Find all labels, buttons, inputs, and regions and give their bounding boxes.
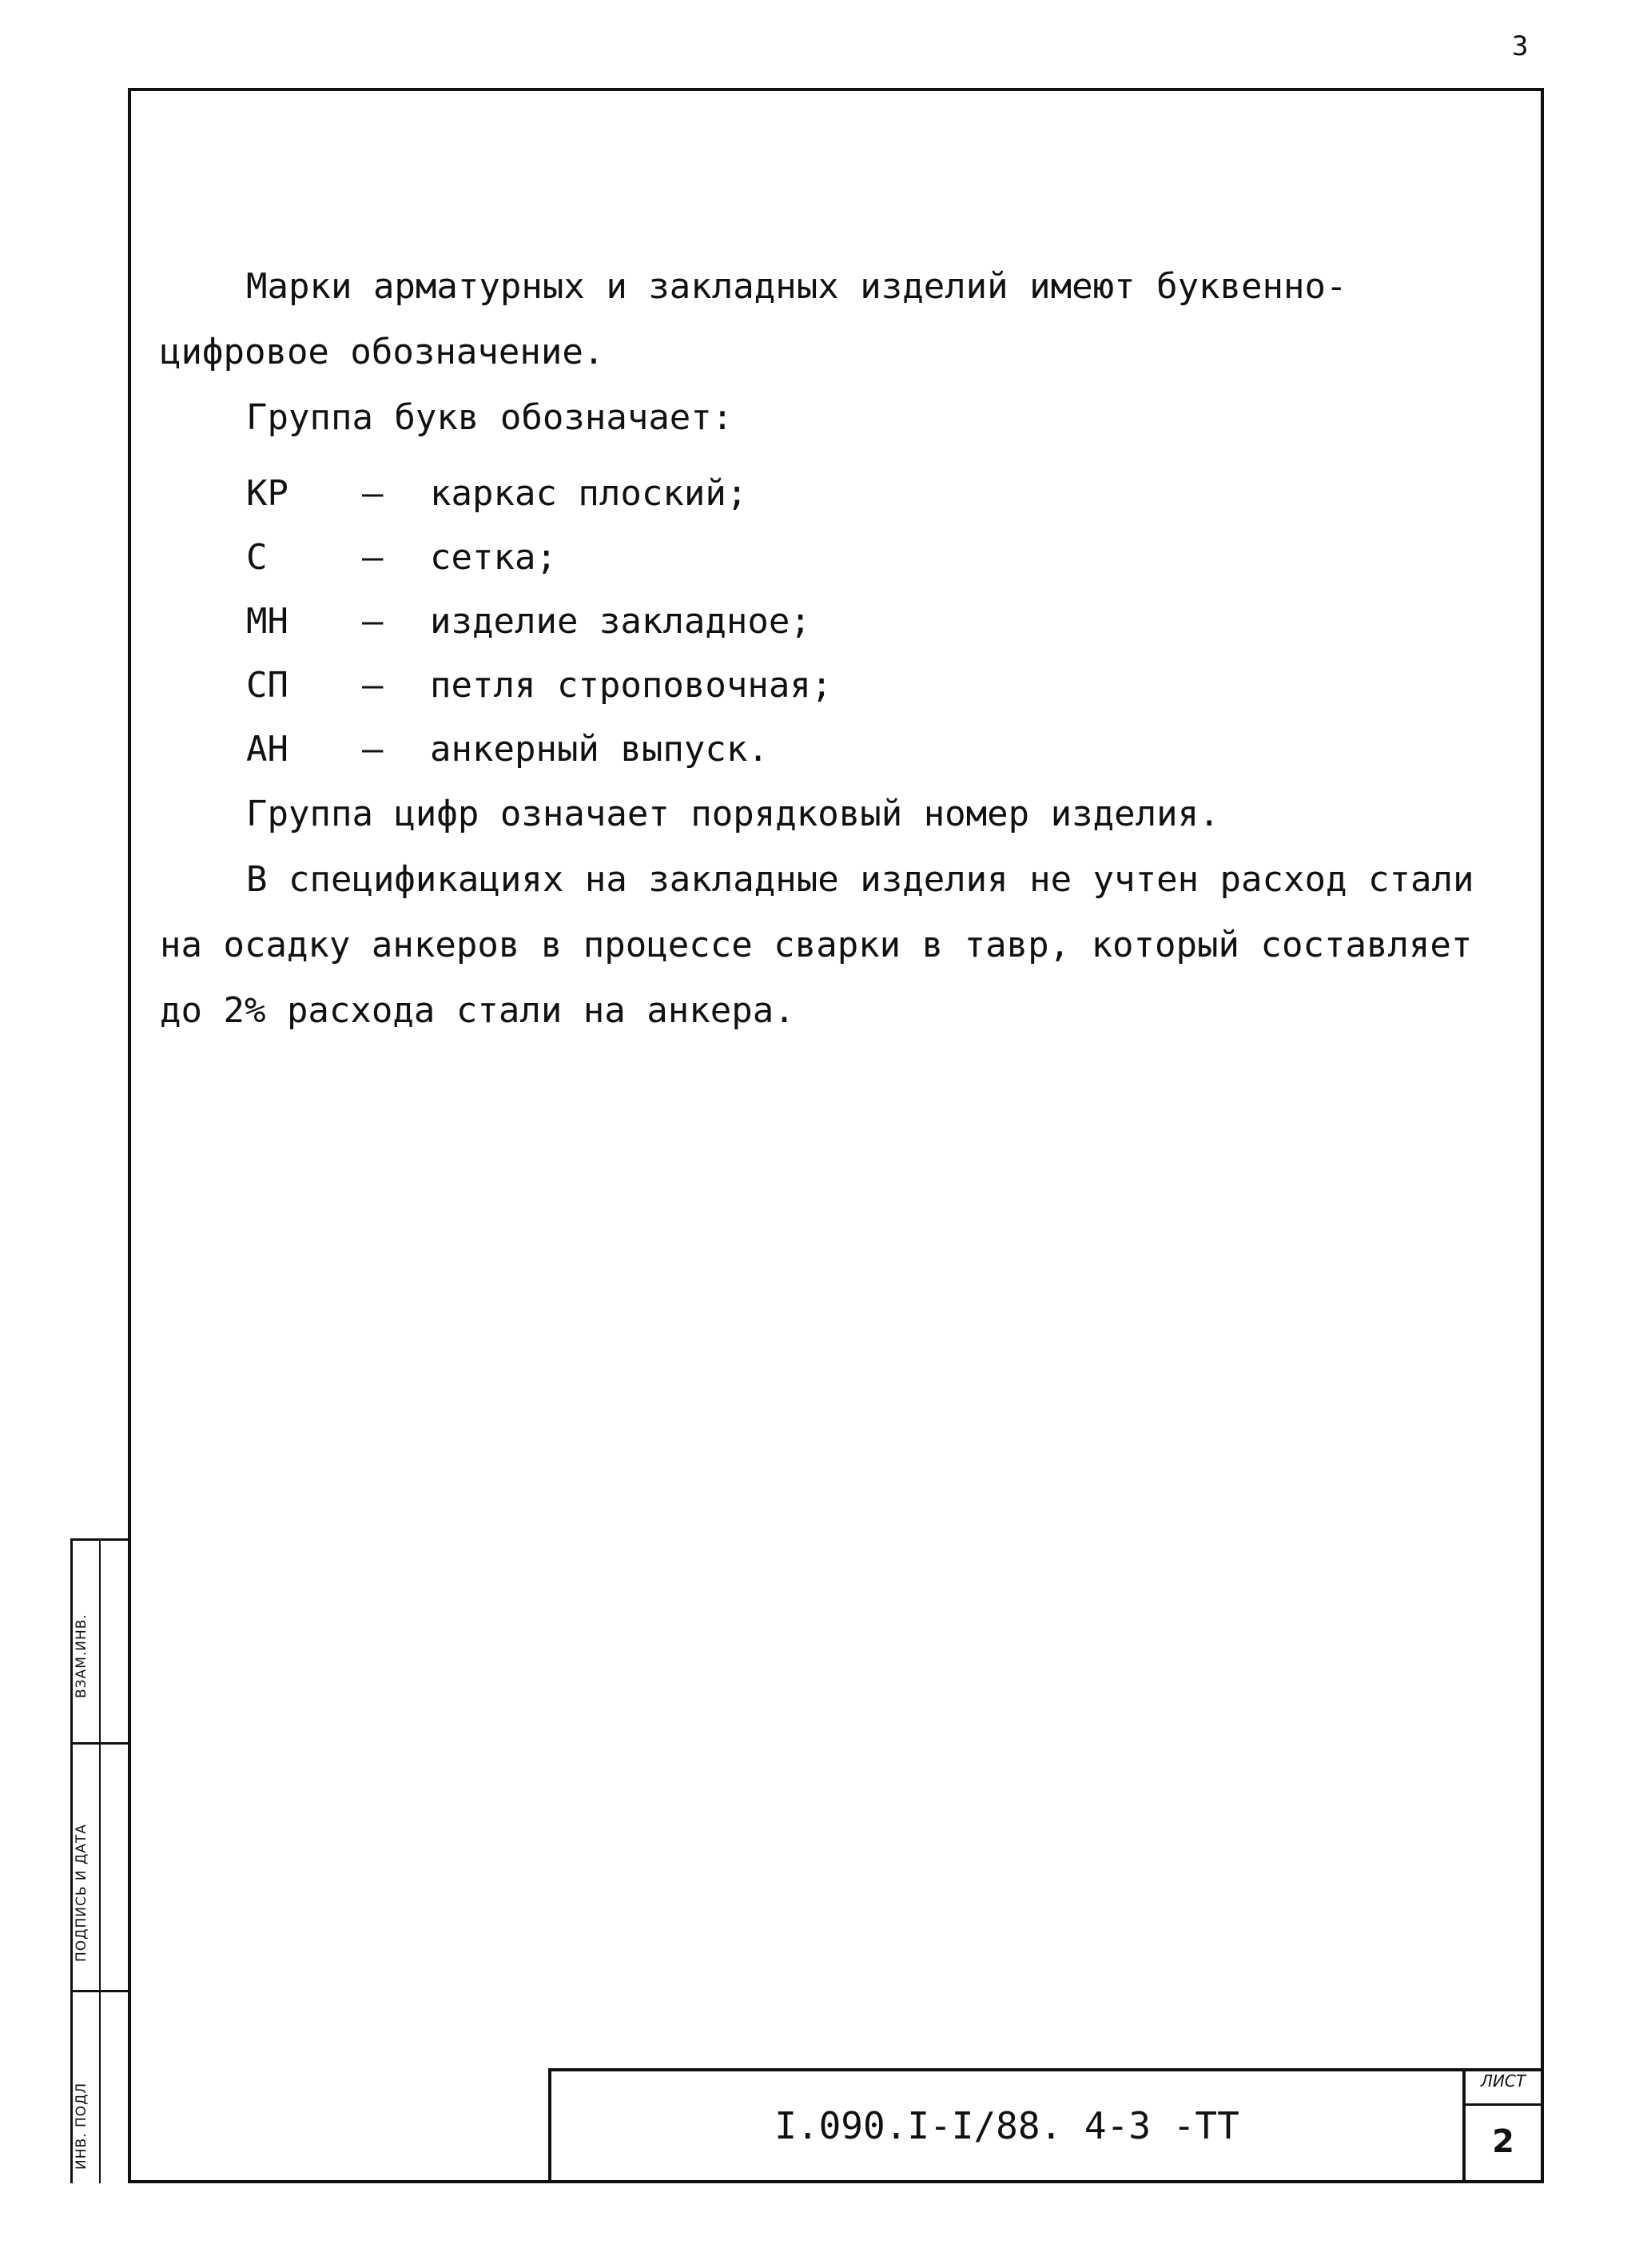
intro-paragraph: Марки арматурных и закладных изделий имеют буквенно-цифровое обозначение.: [160, 266, 1347, 372]
legend-item: [160, 590, 1478, 654]
legend-dash: –: [362, 729, 384, 770]
legend-item: [160, 718, 1478, 782]
legend-code: СП: [246, 665, 288, 706]
legend-item: [160, 462, 1478, 526]
signature-date-label: ПОДПИСЬ И ДАТА: [74, 1824, 90, 1962]
legend-code: МН: [246, 601, 288, 642]
legend-code: С: [246, 537, 268, 578]
replacement-inventory-label: ВЗАМ.ИНВ.: [74, 1613, 90, 1698]
legend-dash: –: [362, 473, 384, 514]
stamp-strip-separator: [70, 1990, 128, 1992]
legend-code: АН: [246, 729, 288, 770]
legend-dash: –: [362, 537, 384, 578]
document-code: I.090.I-I/88. 4-3 -ТТ: [774, 2104, 1239, 2147]
mark-legend-list: [160, 462, 1478, 782]
inventory-number-label: ИНВ. ПОДЛ: [74, 2082, 90, 2170]
digit-group-paragraph: Группа цифр означает порядковый номер изделия.: [246, 794, 1220, 834]
legend-desc: петля строповочная;: [430, 665, 833, 706]
legend-desc: изделие закладное;: [430, 601, 811, 642]
stamp-strip-divider: [99, 1538, 101, 2183]
stamp-strip-separator: [70, 1742, 128, 1745]
letter-group-heading: Группа букв обозначает:: [246, 397, 734, 438]
sheet-box-separator: [1462, 2103, 1544, 2106]
legend-desc: сетка;: [430, 537, 557, 578]
legend-dash: –: [362, 601, 384, 642]
document-body: [160, 254, 1478, 1044]
legend-desc: анкерный выпуск.: [430, 729, 769, 770]
legend-dash: –: [362, 665, 384, 706]
legend-desc: каркас плоский;: [430, 473, 748, 514]
corner-mark: 3: [1512, 30, 1529, 62]
legend-item: [160, 654, 1478, 718]
spec-note-paragraph: В спецификациях на закладные изделия не учтен расход стали на осадку анкеров в процессе сварки в тавр, который составляет до 2% расхода стали на анкера.: [160, 859, 1474, 1031]
sheet-label: ЛИСТ: [1480, 2071, 1526, 2091]
sheet-number: 2: [1492, 2123, 1514, 2160]
legend-item: [160, 526, 1478, 590]
legend-code: КР: [246, 473, 288, 514]
